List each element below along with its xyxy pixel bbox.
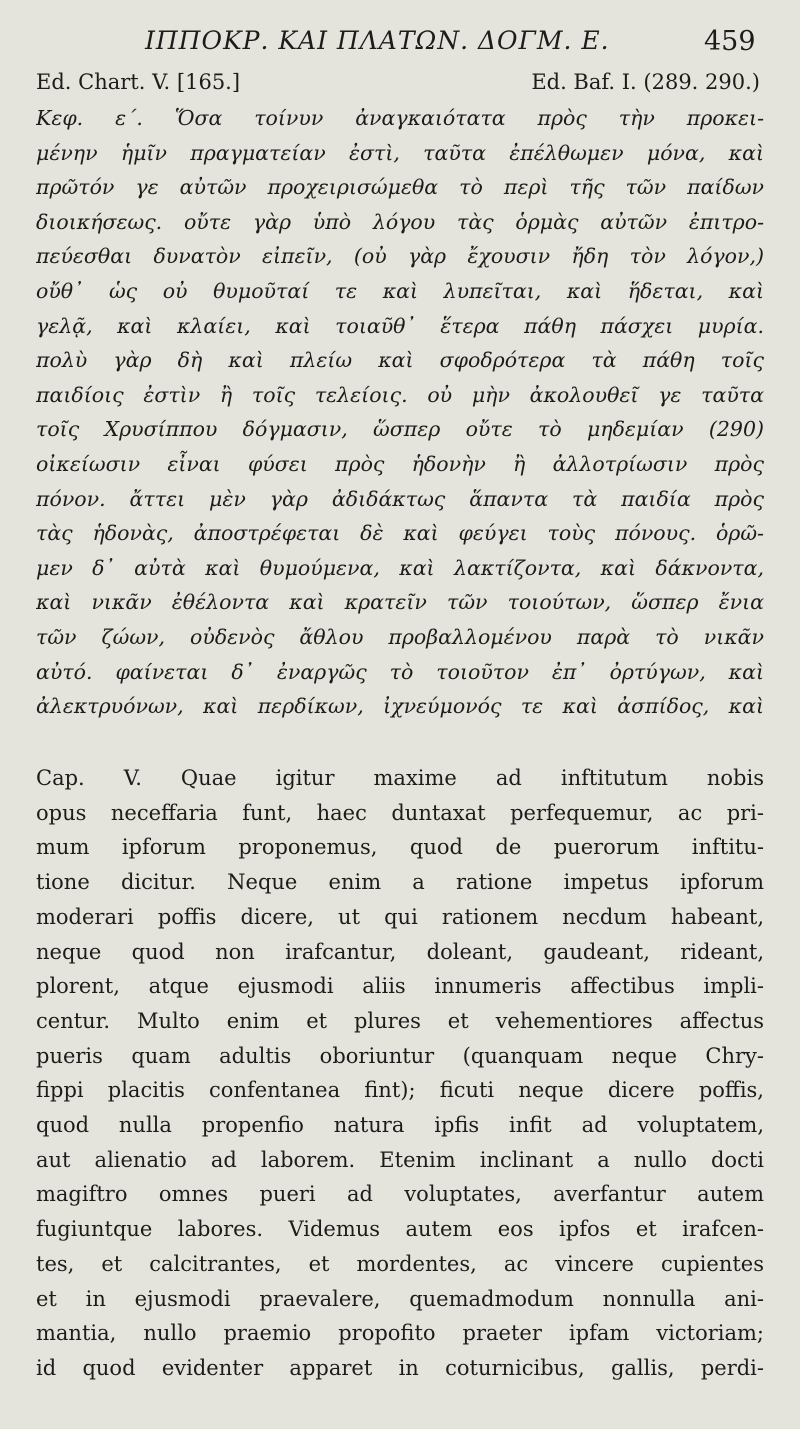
latin-text-line: fippi placitis confentanea fint); ficuti neque dicere poffis, [36, 1078, 764, 1103]
greek-text-line: αὐτό. φαίνεται δ᾽ ἐναργῶς τὸ τοιοῦτον ἐπ᾽ ὀρτύγων, καὶ [36, 659, 764, 684]
greek-text-line: παιδίοις ἐστὶν ἢ τοῖς τελείοις. οὐ μὴν ἀκολουθεῖ γε ταῦτα [36, 382, 764, 407]
latin-text-line: mum ipforum proponemus, quod de puerorum inftitu- [36, 835, 764, 860]
latin-text-line: opus neceffaria funt, haec duntaxat perfequemur, ac pri- [36, 800, 764, 825]
latin-text-line: quod nulla propenfio natura ipfis infit ad voluptatem, [36, 1113, 764, 1137]
latin-text-line: plorent, atque ejusmodi aliis innumeris affectibus impli- [36, 974, 764, 999]
greek-text-line: πολὺ γὰρ δὴ καὶ πλείω καὶ σφοδρότερα τὰ πάθη τοῖς [36, 348, 764, 373]
latin-text-line: neque quod non irafcantur, doleant, gaudeant, rideant, [36, 939, 764, 964]
greek-text-line: τοῖς Χρυσίππου δόγμασιν, ὥσπερ οὔτε τὸ μηδεμίαν (290) [36, 417, 764, 442]
page-number: 459 [704, 26, 756, 57]
greek-text-line: μένην ἡμῖν πραγματείαν ἐστὶ, ταῦτα ἐπέλθωμεν μόνα, καὶ [36, 140, 764, 165]
latin-text-line: aut alienatio ad laborem. Etenim inclinant a nullo docti [36, 1147, 764, 1172]
greek-text-line: πόνον. ἄττει μὲν γὰρ ἀδιδάκτως ἅπαντα τὰ παιδία πρὸς [36, 486, 764, 511]
greek-text-line: τὰς ἡδονὰς, ἀποστρέφεται δὲ καὶ φεύγει τοὺς πόνους. ὁρῶ- [36, 521, 764, 546]
greek-text-line: ἀλεκτρυόνων, καὶ περδίκων, ἰχνεύμονός τε καὶ ἀσπίδος, καὶ [36, 694, 764, 719]
latin-text-line: tione dicitur. Neque enim a ratione impetus ipforum [36, 870, 764, 895]
latin-text-line: fugiuntque labores. Videmus autem eos ipfos et irafcen- [36, 1217, 764, 1242]
edition-reference-right: Ed. Baf. I. (289. 290.) [531, 70, 760, 94]
running-title: ΙΠΠΟΚΡ. ΚΑΙ ΠΛΑΤΩΝ. ΔΟΓΜ. Ε. [145, 26, 610, 55]
latin-text-line: pueris quam adultis oboriuntur (quanquam neque Chry- [36, 1043, 764, 1068]
latin-text-line: moderari poffis dicere, ut qui rationem necdum habeant, [36, 904, 764, 929]
latin-text-line: centur. Multo enim et plures et vehementiores affectus [36, 1008, 764, 1033]
latin-text-line: tes, et calcitrantes, et mordentes, ac vincere cupientes [36, 1251, 764, 1276]
greek-text-line: πρῶτόν γε αὐτῶν προχειρισώμεθα τὸ περὶ τῆς τῶν παίδων [36, 175, 764, 200]
latin-text-line: Cap. V. Quae igitur maxime ad inftitutum nobis [36, 766, 764, 790]
greek-text-line: γελᾷ, καὶ κλαίει, καὶ τοιαῦθ᾽ ἕτερα πάθη πάσχει μυρία. [36, 313, 764, 338]
greek-text-line: οὔθ᾽ ὡς οὐ θυμοῦταί τε καὶ λυπεῖται, καὶ ἥδεται, καὶ [36, 279, 764, 303]
greek-text-line: οἰκείωσιν εἶναι φύσει πρὸς ἡδονὴν ἢ ἀλλοτρίωσιν πρὸς [36, 452, 764, 476]
greek-text-line: Κεφ. ε΄. Ὅσα τοίνυν ἀναγκαιότατα πρὸς τὴν προκει- [36, 106, 764, 130]
latin-text-line: et in ejusmodi praevalere, quemadmodum nonnulla ani- [36, 1286, 764, 1311]
greek-text-line: καὶ νικᾶν ἐθέλοντα καὶ κρατεῖν τῶν τοιούτων, ὥσπερ ἔνια [36, 590, 764, 615]
greek-text-line: τῶν ζώων, οὐδενὸς ἄθλου προβαλλομένου παρὰ τὸ νικᾶν [36, 625, 764, 649]
latin-text-line: mantia, nullo praemio propofito praeter ipfam victoriam; [36, 1321, 764, 1346]
greek-text-line: πεύεσθαι δυνατὸν εἰπεῖν, (οὐ γὰρ ἔχουσιν ἤδη τὸν λόγον,) [36, 244, 764, 269]
greek-text-line: διοικήσεως. οὔτε γὰρ ὑπὸ λόγου τὰς ὁρμὰς αὐτῶν ἐπιτρο- [36, 209, 764, 234]
latin-text-line: magiftro omnes pueri ad voluptates, averfantur autem [36, 1182, 764, 1207]
edition-reference-left: Ed. Chart. V. [165.] [36, 70, 241, 94]
greek-text-line: μεν δ᾽ αὐτὰ καὶ θυμούμενα, καὶ λακτίζοντα, καὶ δάκνοντα, [36, 555, 764, 580]
latin-text-line: id quod evidenter apparet in coturnicibus, gallis, perdi- [36, 1355, 764, 1380]
